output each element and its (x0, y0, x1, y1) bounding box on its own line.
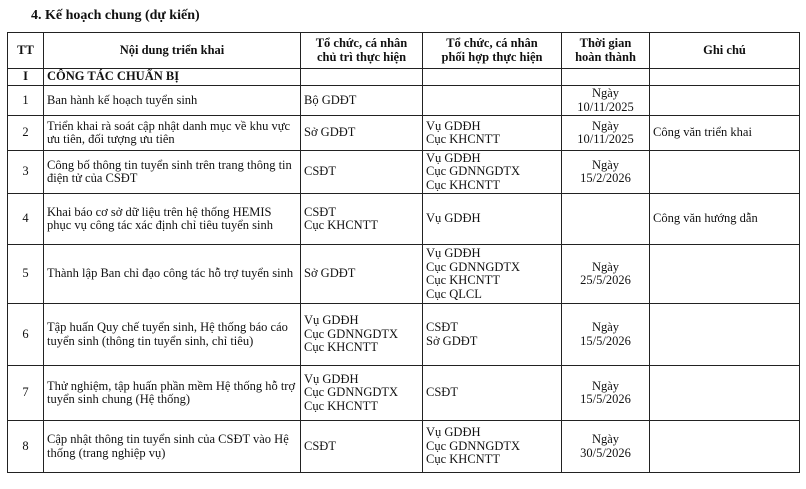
row-partner (423, 245, 562, 304)
row-lead (301, 116, 423, 151)
deadline-line: 25/5/2026 (580, 273, 631, 287)
row-tt: 7 (8, 366, 44, 421)
row-partner (423, 151, 562, 194)
partner-unit: Cục GDNNGDTX (426, 438, 521, 453)
header-lead (301, 33, 423, 69)
lead-unit: Sở GDĐT (304, 266, 356, 281)
deadline-line: 15/2/2026 (580, 171, 631, 185)
row-partner (423, 366, 562, 421)
header-content: Nội dung triển khai (44, 33, 301, 69)
deadline-line: Ngày (591, 259, 620, 274)
plan-table (7, 32, 800, 473)
header-row (8, 33, 800, 69)
partner-unit: Vụ GDĐH (426, 150, 481, 165)
partner-unit: CSĐT (426, 320, 458, 334)
row-note (650, 245, 800, 304)
deadline-line: Ngày (591, 86, 620, 100)
deadline-line: 10/11/2025 (577, 99, 634, 114)
lead-unit: Cục KHCNTT (304, 340, 378, 355)
row-note (650, 366, 800, 421)
row-deadline (562, 151, 650, 194)
section-heading: 4. Kế hoạch chung (dự kiến) (31, 8, 200, 23)
empty-cell (562, 69, 650, 86)
row-lead (301, 151, 423, 194)
header-partner (423, 33, 562, 69)
partner-unit: Cục QLCL (426, 286, 482, 301)
lead-unit: Cục KHCNTT (304, 218, 378, 232)
lead-unit: Vụ GDĐH (304, 371, 359, 386)
deadline-line: Ngày (591, 118, 620, 133)
row-partner (423, 421, 562, 473)
table-row (8, 151, 800, 194)
deadline-line: 15/5/2026 (580, 392, 631, 406)
lead-unit: Cục GDNNGDTX (304, 326, 399, 341)
row-note: Công văn triển khai (650, 116, 800, 151)
row-content: Thử nghiệm, tập huấn phần mềm Hệ thống hỗ trợ tuyển sinh chung (Hệ thống) (44, 366, 301, 421)
group-tt: I (8, 69, 44, 86)
partner-unit: Cục KHCNTT (426, 132, 500, 146)
partner-unit: Vụ GDĐH (426, 425, 481, 440)
row-note (650, 421, 800, 473)
row-partner (423, 116, 562, 151)
header-lead-line: chủ trì thực hiện (316, 49, 407, 64)
lead-unit: Sở GDĐT (304, 125, 356, 140)
row-content: Tập huấn Quy chế tuyển sinh, Hệ thống báo cáo tuyển sinh (thông tin tuyển sinh, chỉ tiêu) (44, 304, 301, 366)
table-row (8, 194, 800, 245)
deadline-line: Ngày (591, 157, 620, 172)
partner-unit: Vụ GDĐH (426, 246, 481, 260)
table-row (8, 245, 800, 304)
row-note: Công văn hướng dẫn (650, 194, 800, 245)
header-partner-line: phối hợp thực hiện (441, 49, 543, 64)
group-title: CÔNG TÁC CHUẨN BỊ (44, 69, 301, 86)
row-partner (423, 304, 562, 366)
row-tt: 8 (8, 421, 44, 473)
deadline-line: Ngày (591, 378, 620, 393)
row-deadline (562, 421, 650, 473)
deadline-line: 30/5/2026 (580, 445, 631, 460)
partner-unit: Cục KHCNTT (426, 452, 500, 467)
empty-cell (301, 69, 423, 86)
row-lead (301, 194, 423, 245)
row-note (650, 86, 800, 116)
lead-unit: Vụ GDĐH (304, 313, 359, 328)
lead-unit: CSĐT (304, 438, 336, 453)
header-partner-line: Tổ chức, cá nhân (446, 36, 538, 50)
row-tt: 5 (8, 245, 44, 304)
row-deadline (562, 86, 650, 116)
header-deadline-line: Thời gian (579, 36, 632, 50)
partner-unit: Cục KHCNTT (426, 273, 500, 287)
partner-unit: Vụ GDĐH (426, 118, 481, 133)
row-deadline (562, 194, 650, 245)
row-partner (423, 194, 562, 245)
row-lead (301, 366, 423, 421)
row-tt: 6 (8, 304, 44, 366)
table-row (8, 366, 800, 421)
group-row (8, 69, 800, 86)
deadline-line: Ngày (591, 432, 620, 446)
table-row (8, 116, 800, 151)
row-lead (301, 421, 423, 473)
lead-unit: Bộ GDĐT (304, 92, 357, 107)
header-note: Ghi chú (650, 33, 800, 69)
row-note (650, 304, 800, 366)
deadline-line: 10/11/2025 (577, 132, 634, 146)
row-deadline (562, 116, 650, 151)
row-note (650, 151, 800, 194)
header-deadline-line: hoàn thành (575, 49, 636, 64)
row-content: Thành lập Ban chỉ đạo công tác hỗ trợ tuyển sinh (44, 245, 301, 304)
row-content: Triển khai rà soát cập nhật danh mục về khu vực ưu tiên, đối tượng ưu tiên (44, 116, 301, 151)
header-lead-line: Tổ chức, cá nhân (315, 36, 408, 50)
lead-unit: Cục KHCNTT (304, 398, 378, 413)
row-tt: 3 (8, 151, 44, 194)
row-deadline (562, 245, 650, 304)
partner-unit: Cục KHCNTT (426, 177, 500, 192)
row-deadline (562, 366, 650, 421)
partner-unit: Cục GDNNGDTX (426, 164, 521, 179)
row-deadline (562, 304, 650, 366)
row-lead (301, 304, 423, 366)
table-row (8, 421, 800, 473)
empty-cell (650, 69, 800, 86)
lead-unit: Cục GDNNGDTX (304, 385, 399, 400)
header-deadline (562, 33, 650, 69)
row-content: Công bố thông tin tuyển sinh trên trang thông tin điện tử của CSĐT (44, 151, 301, 194)
row-lead (301, 245, 423, 304)
empty-cell (423, 69, 562, 86)
deadline-line: Ngày (591, 320, 620, 334)
deadline-line: 15/5/2026 (580, 333, 631, 348)
partner-unit: CSĐT (426, 385, 458, 400)
row-tt: 1 (8, 86, 44, 116)
row-content: Khai báo cơ sở dữ liệu trên hệ thống HEMIS phục vụ công tác xác định chỉ tiêu tuyển sinh (44, 194, 301, 245)
partner-unit: Sở GDĐT (426, 333, 478, 348)
row-content: Ban hành kế hoạch tuyển sinh (44, 86, 301, 116)
table-row (8, 304, 800, 366)
row-lead (301, 86, 423, 116)
row-tt: 2 (8, 116, 44, 151)
row-tt: 4 (8, 194, 44, 245)
lead-unit: CSĐT (304, 204, 336, 219)
table-row (8, 86, 800, 116)
row-content: Cập nhật thông tin tuyển sinh của CSĐT vào Hệ thống (trang nghiệp vụ) (44, 421, 301, 473)
partner-unit: Cục GDNNGDTX (426, 259, 521, 274)
row-partner (423, 86, 562, 116)
partner-unit: Vụ GDĐH (426, 211, 481, 226)
lead-unit: CSĐT (304, 164, 336, 179)
header-tt: TT (8, 33, 44, 69)
